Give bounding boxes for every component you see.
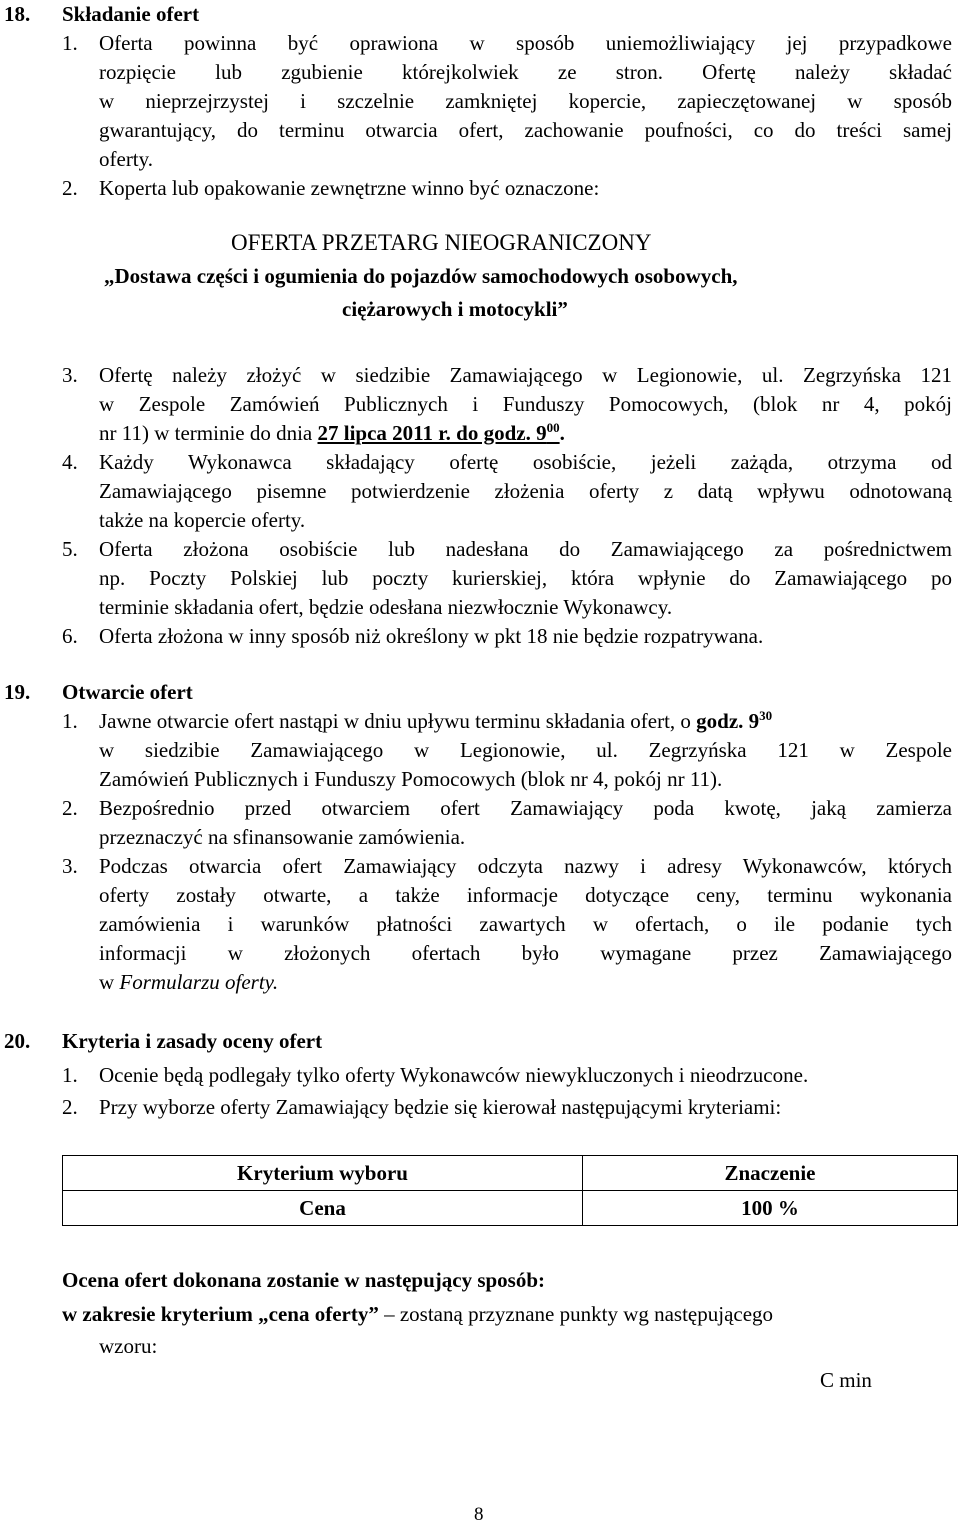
s18-item-1-line-2: rozpięcie lub zgubienie którejkolwiek ze stron. Ofertę należy składać (99, 60, 952, 84)
s18-item-5-line-1: Oferta złożona osobiście lub nadesłana do Zamawiającego za pośrednictwem (99, 537, 952, 561)
offer-deadline (318, 421, 560, 445)
s18-item-2-text: Koperta lub opakowanie zewnętrzne winno być oznaczone: (99, 176, 600, 200)
s18-item-5-line-3: terminie składania ofert, będzie odesłana niezwłocznie Wykonawcy. (99, 595, 673, 619)
s19-item-1-line-3: Zamówień Publicznych i Funduszy Pomocowych (blok nr 4, pokój nr 11). (99, 767, 723, 791)
s19-item-3-line-4: informacji w złożonych ofertach było wymagane przez Zamawiającego (99, 941, 952, 965)
criteria-cell-weight: 100 % (583, 1191, 958, 1226)
s18-item-4-number: 4. (62, 450, 78, 474)
s19-item-2-line-1: Bezpośrednio przed otwarciem ofert Zamawiający poda kwotę, jaką zamierza (99, 796, 952, 820)
envelope-subject-line-2: ciężarowych i motocykli” (342, 297, 568, 321)
s18-item-1-line-5: oferty. (99, 147, 154, 171)
offer-deadline-text: 27 lipca 2011 r. do godz. 9 (317, 421, 547, 445)
opening-time-minutes: 30 (759, 708, 773, 723)
envelope-heading: OFERTA PRZETARG NIEOGRANICZONY (231, 230, 652, 255)
evaluation-method-heading: Ocena ofert dokonana zostanie w następujący sposób: (62, 1268, 546, 1292)
s19-item-1-line-2: w siedzibie Zamawiającego w Legionowie, ul. Zegrzyńska 121 w Zespole (99, 738, 952, 762)
criteria-cell-name: Cena (63, 1191, 583, 1226)
criteria-table (62, 1155, 958, 1226)
section-19-title: Otwarcie ofert (62, 680, 193, 704)
s18-item-3-line-2: w Zespole Zamówień Publicznych i Funduszy Pomocowych, (blok nr 4, pokój (99, 392, 952, 416)
section-20-number: 20. (4, 1029, 31, 1053)
s20-item-1-text: Ocenie będą podlegały tylko oferty Wykonawców niewykluczonych i nieodrzucone. (99, 1063, 809, 1087)
s18-item-1-number: 1. (62, 31, 78, 55)
s19-item-1-line-1-text: Jawne otwarcie ofert nastąpi w dniu upływu terminu składania ofert, o (99, 709, 697, 733)
s19-item-3-line-5-text: w (99, 970, 120, 994)
s18-item-6-text: Oferta złożona w inny sposób niż określony w pkt 18 nie będzie rozpatrywana. (99, 624, 764, 648)
s18-item-1-line-1: Oferta powinna być oprawiona w sposób uniemożliwiający jej przypadkowe (99, 31, 952, 55)
s19-item-1-line-1 (99, 707, 952, 736)
section-18-title: Składanie ofert (62, 2, 200, 26)
formula-label: wzoru: (99, 1334, 158, 1358)
s18-item-5-number: 5. (62, 537, 78, 561)
s20-item-2-number: 2. (62, 1095, 78, 1119)
envelope-subject-line-1: „Dostawa części i ogumienia do pojazdów samochodowych osobowych, (104, 264, 738, 288)
s19-item-2-line-2: przeznaczyć na sfinansowanie zamówienia. (99, 825, 466, 849)
page-number: 8 (474, 1504, 484, 1525)
opening-time-text: godz. 9 (696, 709, 760, 733)
s19-item-1-number: 1. (62, 709, 78, 733)
s19-item-3-line-2: oferty zostały otwarte, a także informacje dotyczące ceny, terminu wykonania (99, 883, 952, 907)
section-19-number: 19. (4, 680, 31, 704)
offer-deadline-minutes: 00 (546, 420, 560, 435)
s18-item-1-line-4: gwarantujący, do terminu otwarcia ofert, zachowanie poufności, co do treści samej (99, 118, 952, 142)
formula-cmin: C min (820, 1368, 872, 1392)
s19-item-2-number: 2. (62, 796, 78, 820)
s18-item-5-line-2: np. Poczty Polskiej lub poczty kurierskiej, która wpłynie do Zamawiającego po (99, 566, 952, 590)
price-criterion-text: – zostaną przyznane punkty wg następującego (378, 1302, 774, 1326)
s18-item-4-line-1: Każdy Wykonawca składający ofertę osobiście, jeżeli zażąda, otrzyma od (99, 450, 952, 474)
criteria-header-criterion: Kryterium wyboru (63, 1156, 583, 1191)
s19-item-3-number: 3. (62, 854, 78, 878)
price-criterion-line (62, 1300, 952, 1329)
s19-item-3-line-3: zamówienia i warunków płatności zawartych w ofertach, o ile podanie tych (99, 912, 952, 936)
s18-item-4-line-2: Zamawiającego pisemne potwierdzenie złożenia oferty z datą wpływu odnotowaną (99, 479, 952, 503)
offer-form-reference: Formularzu oferty. (119, 970, 279, 994)
criteria-table-header-row (63, 1156, 958, 1191)
s20-item-1-number: 1. (62, 1063, 78, 1087)
s18-item-3-line-1: Ofertę należy złożyć w siedzibie Zamawiającego w Legionowie, ul. Zegrzyńska 121 (99, 363, 952, 387)
s19-item-3-line-5 (99, 968, 278, 997)
section-18-number: 18. (4, 2, 31, 26)
opening-time (696, 709, 772, 733)
table-row (63, 1191, 958, 1226)
s18-item-3-number: 3. (62, 363, 78, 387)
section-20-title: Kryteria i zasady oceny ofert (62, 1029, 323, 1053)
offer-deadline-period: . (559, 421, 565, 445)
price-criterion-label: w zakresie kryterium „cena oferty” (62, 1302, 379, 1326)
s20-item-2-text: Przy wyborze oferty Zamawiający będzie się kierował następującymi kryteriami: (99, 1095, 782, 1119)
s18-item-3-line-3-text: nr 11) w terminie do dnia (99, 421, 313, 445)
s18-item-1-line-3: w nieprzejrzystej i szczelnie zamkniętej kopercie, zapieczętowanej w sposób (99, 89, 952, 113)
s18-item-4-line-3: także na kopercie oferty. (99, 508, 306, 532)
s18-item-3-line-3 (99, 419, 565, 448)
criteria-header-weight: Znaczenie (583, 1156, 958, 1191)
s18-item-6-number: 6. (62, 624, 78, 648)
s18-item-2-number: 2. (62, 176, 78, 200)
s19-item-3-line-1: Podczas otwarcia ofert Zamawiający odczyta nazwy i adresy Wykonawców, których (99, 854, 952, 878)
